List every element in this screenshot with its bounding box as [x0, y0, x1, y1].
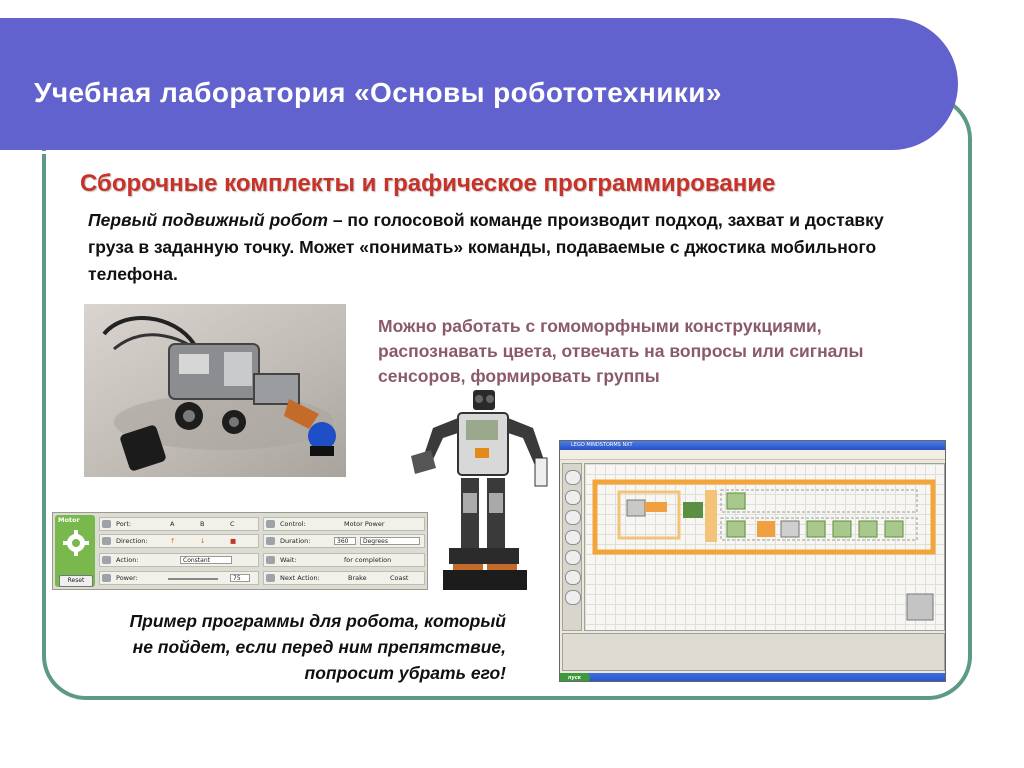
- software-window-title: LEGO MINDSTORMS NXT: [571, 442, 633, 448]
- palette-record-icon[interactable]: [565, 490, 581, 505]
- duration-label: Duration:: [280, 537, 311, 545]
- direction-label: Direction:: [116, 537, 148, 545]
- palette-move-icon[interactable]: [565, 470, 581, 485]
- coast-option[interactable]: Coast: [390, 574, 409, 582]
- program-canvas[interactable]: [584, 463, 945, 631]
- palette-loop-icon[interactable]: [565, 570, 581, 585]
- mobile-robot-photo: [84, 304, 346, 477]
- port-label: Port:: [116, 520, 132, 528]
- control-value[interactable]: Motor Power: [344, 520, 385, 528]
- reset-button[interactable]: Reset: [59, 575, 93, 587]
- nxt-software-screenshot: [559, 440, 946, 682]
- description-body: – по голосовой команде производит подход, захват и доставку груза в заданную точку. Может «понимать» команды, подаваемые с джостика мобильного телефона.: [88, 210, 884, 284]
- description-lead: Первый подвижный робот: [88, 210, 328, 230]
- power-input[interactable]: 75: [230, 574, 250, 582]
- caption-line-3: попросит убрать его!: [304, 663, 506, 683]
- gear-icon: [62, 529, 90, 557]
- direction-icon: [102, 537, 111, 545]
- wait-icon: [266, 556, 275, 564]
- next-action-label: Next Action:: [280, 574, 320, 582]
- power-slider[interactable]: [168, 578, 218, 580]
- block-palette: [562, 463, 582, 631]
- software-menu-bar: [560, 450, 945, 460]
- wait-checkbox-label[interactable]: for completion: [344, 556, 392, 564]
- next-action-row: [263, 571, 425, 585]
- action-select[interactable]: Constant: [180, 556, 232, 564]
- windows-taskbar: [560, 673, 945, 682]
- caption-line-1: Пример программы для робота, который: [129, 611, 506, 631]
- port-icon: [102, 520, 111, 528]
- palette-switch-icon[interactable]: [565, 590, 581, 605]
- duration-row: [263, 534, 425, 548]
- port-option-a[interactable]: A: [170, 520, 175, 528]
- power-label: Power:: [116, 574, 138, 582]
- direction-backward-icon[interactable]: ↓: [200, 537, 206, 545]
- program-diagram: [585, 464, 944, 630]
- duration-input[interactable]: 360: [334, 537, 356, 545]
- action-label: Action:: [116, 556, 139, 564]
- direction-row: [99, 534, 259, 548]
- direction-forward-icon[interactable]: ↑: [170, 537, 176, 545]
- control-icon: [266, 520, 275, 528]
- start-button[interactable]: [560, 673, 590, 682]
- humanoid-note: Можно работать с гомоморфными конструкциями, распознавать цвета, отвечать на вопросы или сигналы сенсоров, формировать группы: [378, 316, 864, 386]
- port-option-c[interactable]: C: [230, 520, 235, 528]
- duration-unit-select[interactable]: Degrees: [360, 537, 420, 545]
- power-row: [99, 571, 259, 585]
- motor-block-panel: [52, 512, 428, 590]
- program-caption: [70, 608, 506, 686]
- slide-title: Учебная лаборатория «Основы робототехники»: [34, 77, 722, 108]
- mobile-robot-image: [84, 304, 346, 477]
- software-title-bar: [560, 441, 945, 450]
- title-divider: [0, 151, 904, 154]
- block-config-panel: [562, 633, 945, 671]
- palette-wait-icon[interactable]: [565, 550, 581, 565]
- brake-option[interactable]: Brake: [348, 574, 367, 582]
- motor-block-header: [55, 515, 95, 587]
- caption-line-2: не пойдет, если перед ним препятствие,: [132, 637, 506, 657]
- robot-description: [88, 207, 908, 288]
- next-action-icon: [266, 574, 275, 582]
- control-label: Control:: [280, 520, 306, 528]
- start-label: пуск: [568, 675, 582, 681]
- wait-row: [263, 553, 425, 567]
- action-icon: [102, 556, 111, 564]
- wait-label: Wait:: [280, 556, 297, 564]
- control-row: [263, 517, 425, 531]
- direction-stop-icon[interactable]: ■: [230, 537, 237, 545]
- duration-icon: [266, 537, 275, 545]
- port-option-b[interactable]: B: [200, 520, 205, 528]
- power-icon: [102, 574, 111, 582]
- section-subtitle: Сборочные комплекты и графическое программирование: [80, 170, 776, 197]
- palette-display-icon[interactable]: [565, 530, 581, 545]
- title-bar: [0, 18, 958, 150]
- port-row: [99, 517, 259, 531]
- motor-heading: Motor: [58, 516, 80, 524]
- palette-sound-icon[interactable]: [565, 510, 581, 525]
- action-row: [99, 553, 259, 567]
